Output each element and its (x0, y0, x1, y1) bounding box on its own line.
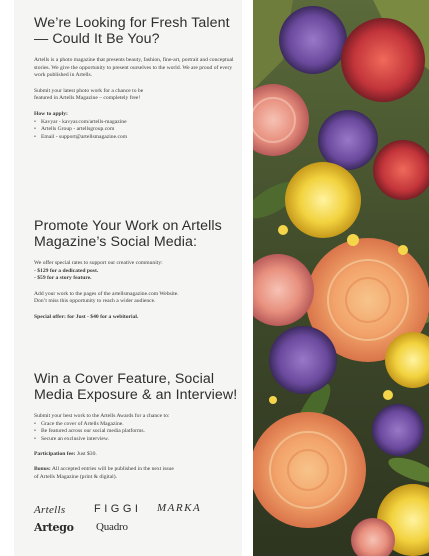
marka-logo: MARKA (157, 502, 202, 514)
section-title: Promote Your Work on Artells Magazine’s Social Media: (34, 218, 222, 250)
flower-bouquet-image (253, 0, 429, 556)
section-fresh-talent (34, 16, 239, 141)
rate-post: - $129 for a dedicated post. (34, 267, 99, 274)
rate-story: - $59 for a story feature. (34, 275, 92, 282)
list-item[interactable]: • Artells Group - artellsgroup.com (34, 126, 115, 133)
section-title: We’re Looking for Fresh Talent — Could It Be You? (34, 15, 230, 47)
submit-line: featured in Artells Magazine – completely free! (34, 95, 141, 102)
list-item[interactable]: • Email - support@artellsmagazine.com (34, 133, 128, 140)
quadro-logo: Quadro (96, 521, 128, 533)
submit-line: Submit your latest photo work for a chance to be (34, 87, 144, 94)
bonus-line: of Artells Magazine (print & digital). (34, 473, 117, 480)
special-offer: Special offer: for Just - $40 for a webitorial. (34, 313, 139, 320)
artells-logo: Artells (34, 504, 66, 516)
add-work-line: Add your work to the pages of the artellsmagazine.com Website. (34, 290, 179, 297)
add-work-line: Don’t miss this opportunity to reach a wider audience. (34, 298, 156, 305)
bonus-line: Bonus: All accepted entries will be published in the next issue (34, 465, 174, 472)
submit-intro: Submit your best work to the Artells Awards for a chance to: (34, 413, 170, 419)
list-item: • Grace the cover of Artells Magazine. (34, 420, 124, 427)
benefits-list (34, 421, 239, 444)
how-to-apply-label: How to apply: (34, 110, 68, 117)
figgi-logo: FIGGI (94, 503, 142, 515)
offer-intro: We offer special rates to support our creative community: (34, 260, 163, 266)
participation-fee: Participation fee: Just $30. (34, 451, 97, 458)
list-item: • Be featured across our social media platforms. (34, 428, 145, 435)
section-awards (34, 372, 239, 481)
list-item: • Secure an exclusive interview. (34, 435, 109, 442)
flower-photo (253, 0, 429, 556)
section-title: Win a Cover Feature, Social Media Exposure & an Interview! (34, 371, 238, 403)
section-social-media (34, 219, 239, 322)
list-item[interactable]: • Kavyar - kavyar.com/artells-magazine (34, 118, 127, 125)
intro-paragraph: Artells is a photo magazine that presents beauty, fashion, fine-art, portrait and conceptual stories. We give the opportunity to present ourselves to the world. We are proud of every work published in Artells. (34, 57, 234, 79)
apply-list (34, 119, 239, 142)
artego-logo: Artego (34, 521, 74, 534)
partner-logos (34, 500, 234, 540)
